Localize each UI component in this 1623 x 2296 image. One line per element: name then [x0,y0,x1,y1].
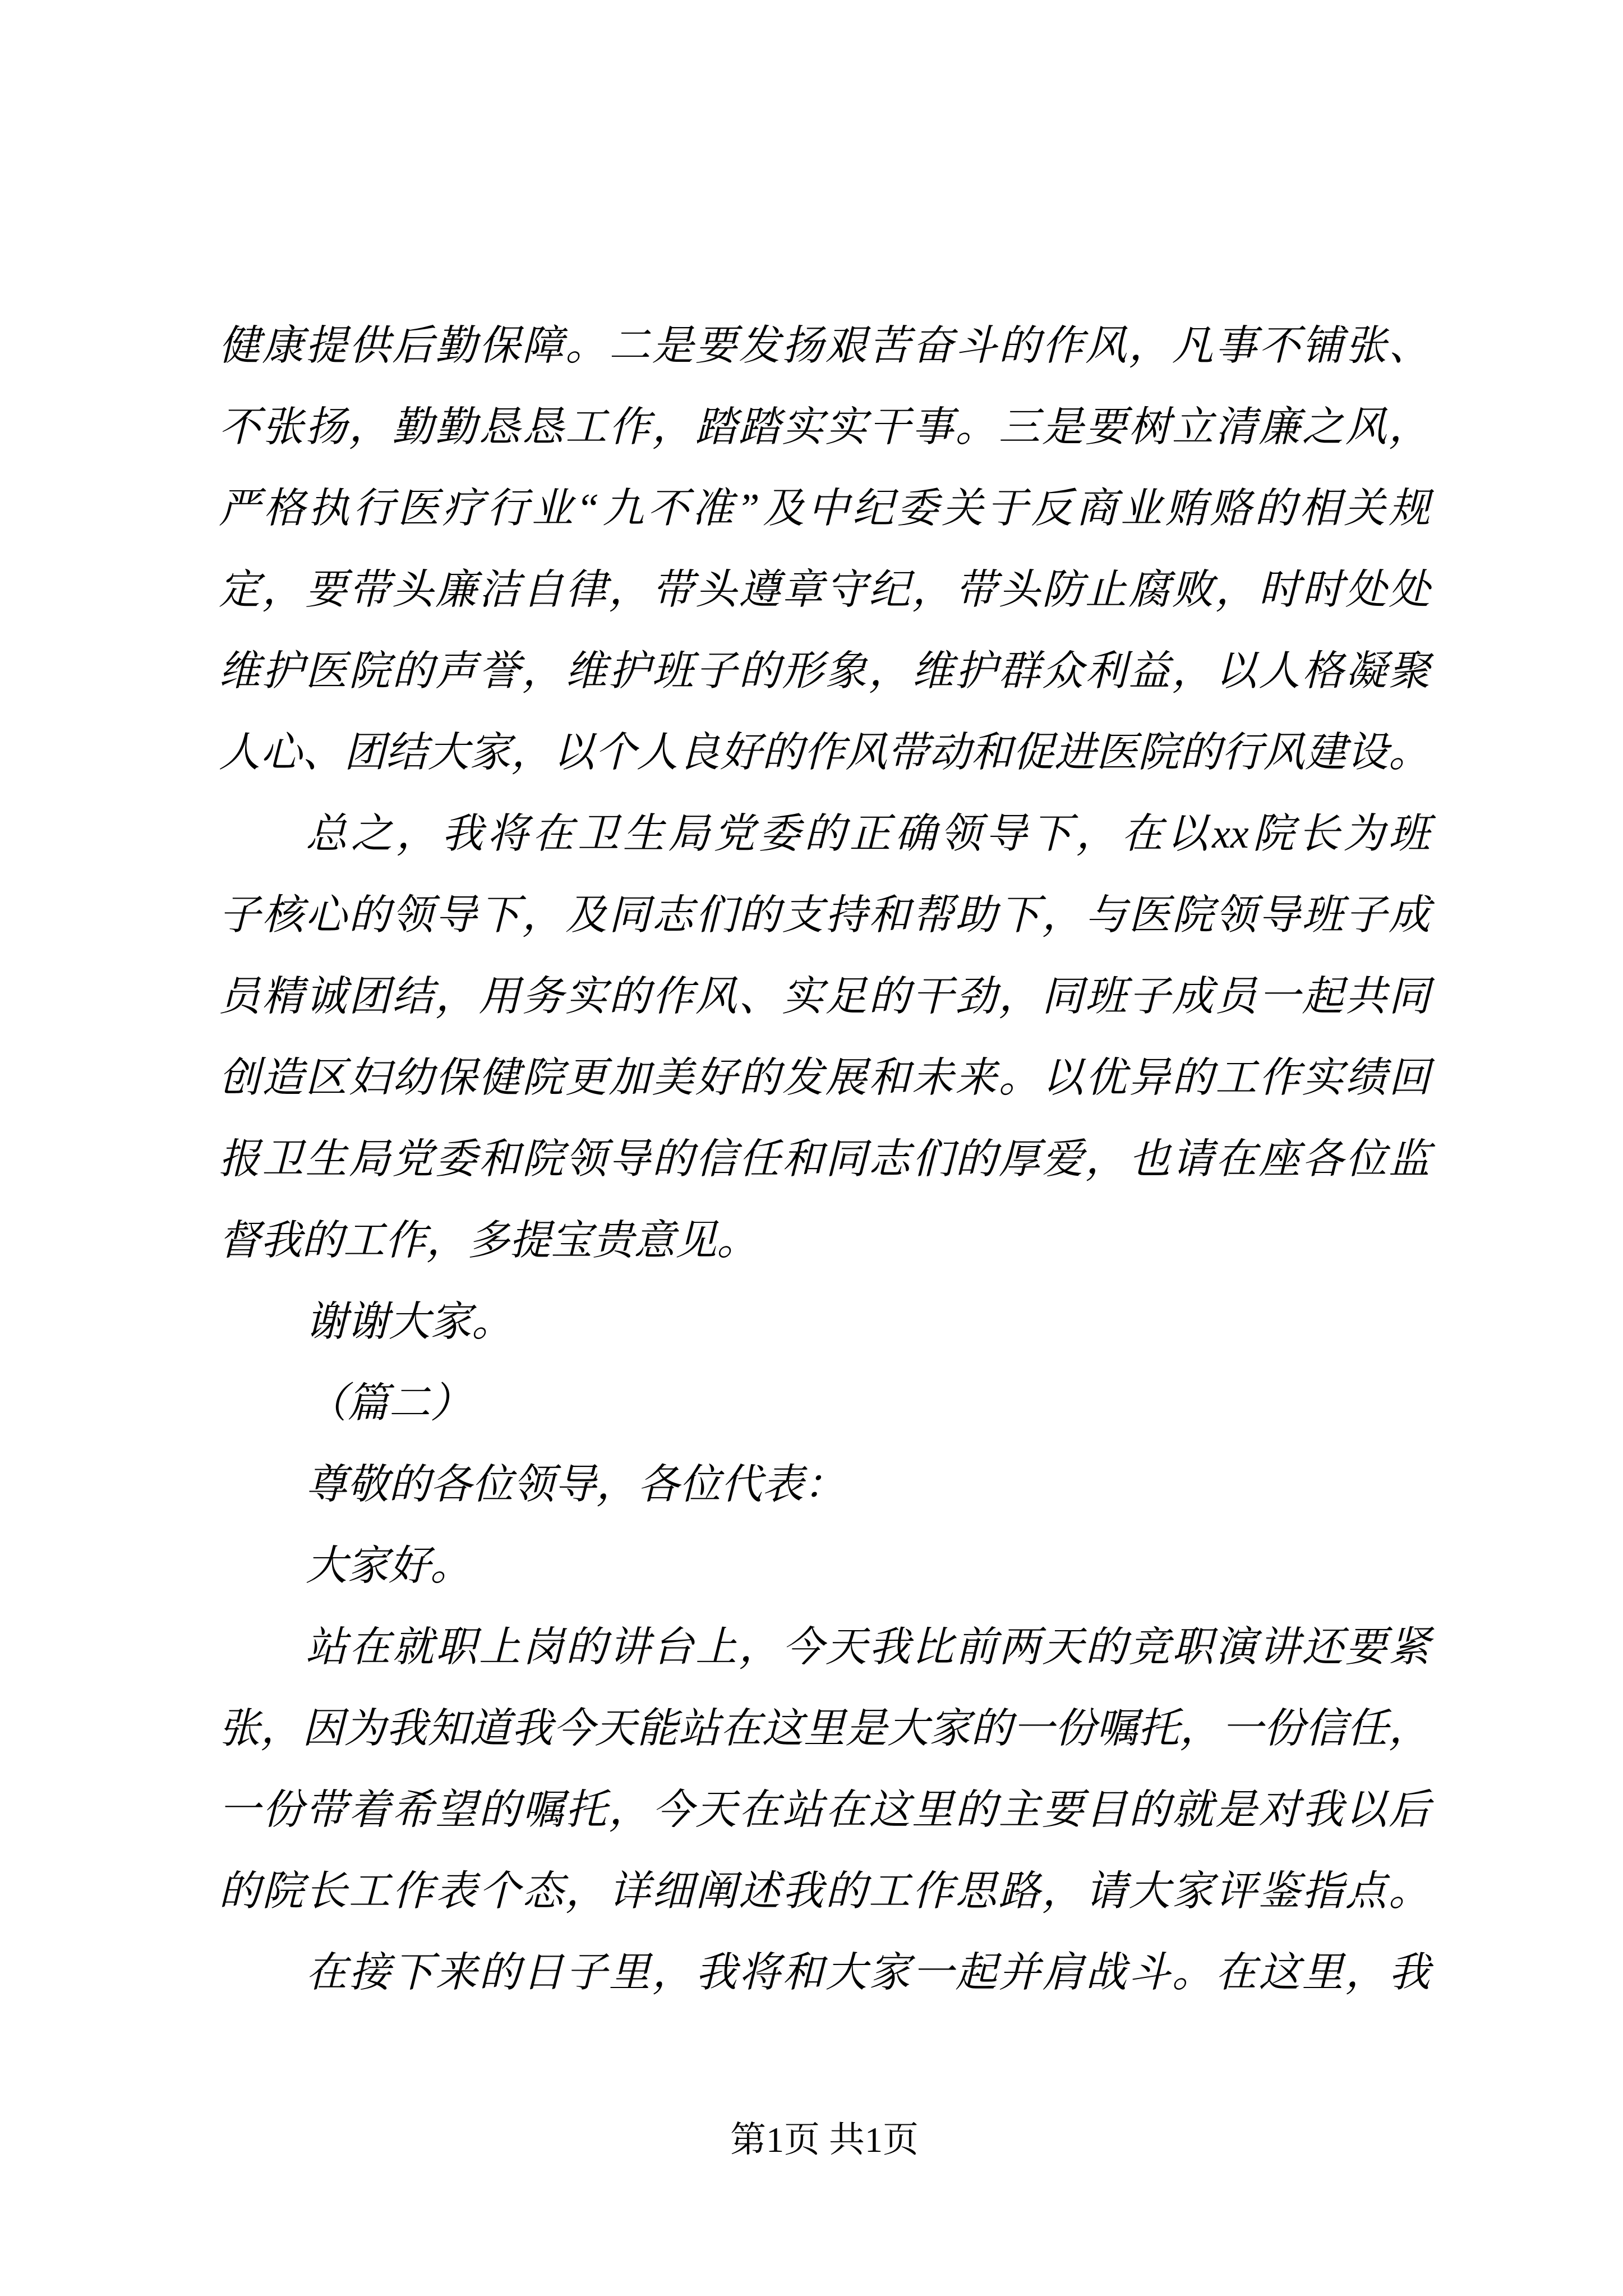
text-line: 总之，我将在卫生局党委的正确领导下，在以xx院长为班 [306,811,1430,857]
text-line: 人心、团结大家，以个人良好的作风带动和促进医院的行风建设。 [219,730,1430,776]
page-number-text: 第1页 共1页 [730,2120,919,2160]
text-line: 子核心的领导下，及同志们的支持和帮助下，与医院领导班子成 [219,892,1430,938]
text-line: 不张扬，勤勤恳恳工作，踏踏实实干事。三是要树立清廉之风， [219,404,1430,450]
text-line: 站在就职上岗的讲台上，今天我比前两天的竞职演讲还要紧 [306,1625,1430,1671]
text-line: 在接下来的日子里，我将和大家一起并肩战斗。在这里，我 [306,1950,1430,1996]
text-line: 员精诚团结，用务实的作风、实足的干劲，同班子成员一起共同 [219,974,1430,1020]
text-line: 维护医院的声誉，维护班子的形象，维护群众利益，以人格凝聚 [219,648,1430,694]
text-line: 尊敬的各位领导，各位代表： [306,1462,845,1508]
text-line: 一份带着希望的嘱托，今天在站在这里的主要目的就是对我以后 [219,1787,1430,1833]
text-line: 健康提供后勤保障。二是要发扬艰苦奋斗的作风，凡事不铺张、 [219,323,1430,369]
text-line: 谢谢大家。 [306,1299,513,1345]
document-body [219,306,1430,2014]
text-line: 督我的工作，多提宝贵意见。 [219,1218,758,1264]
text-line: （篇二） [306,1381,472,1427]
text-line: 大家好。 [306,1543,472,1589]
page-footer [219,2119,1430,2161]
text-line: 创造区妇幼保健院更加美好的发展和未来。以优异的工作实绩回 [219,1055,1430,1101]
text-line: 严格执行医疗行业“九不准”及中纪委关于反商业贿赂的相关规 [219,486,1430,532]
text-line: 报卫生局党委和院领导的信任和同志们的厚爱，也请在座各位监 [219,1137,1430,1182]
text-line: 的院长工作表个态，详细阐述我的工作思路，请大家评鉴指点。 [219,1869,1430,1915]
text-line: 定，要带头廉洁自律，带头遵章守纪，带头防止腐败，时时处处 [219,567,1430,613]
text-line: 张，因为我知道我今天能站在这里是大家的一份嘱托，一份信任， [219,1706,1430,1752]
